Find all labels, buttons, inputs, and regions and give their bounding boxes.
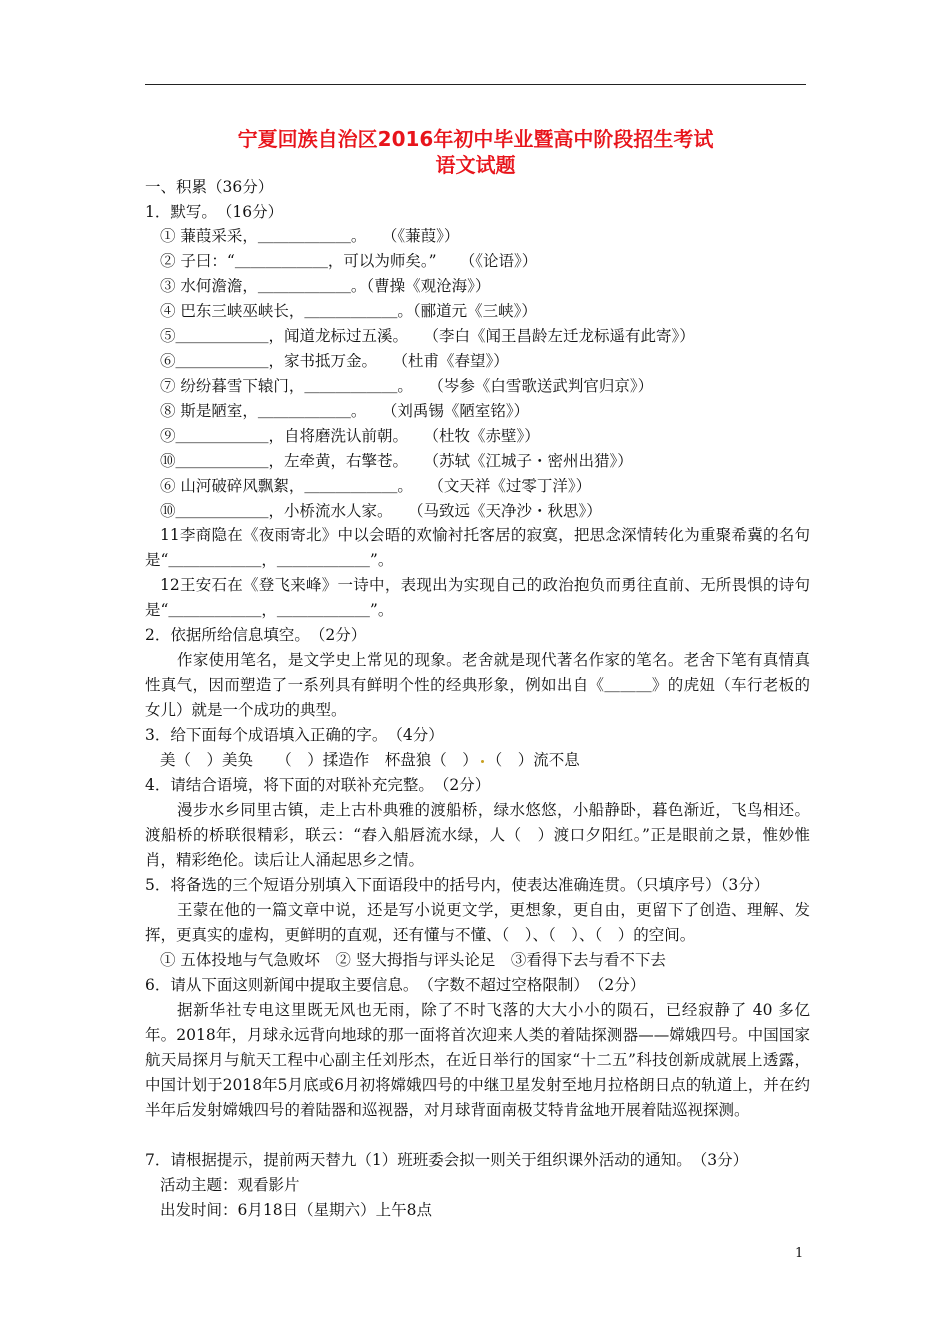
page-number: 1 (795, 1246, 804, 1261)
q5-options: ① 五体投地与气急败坏 ② 竖大拇指与评头论足 ③看得下去与看不下去 (160, 951, 666, 969)
q4-text: 漫步水乡同里古镇，走上古朴典雅的渡船桥，绿水悠悠，小船静卧，暮色渐近，飞鸟相还。渡船桥的桥联很精彩，联云：“舂入船唇流水绿，人（ ）渡口夕阳红。”正是眼前之景，惟妙惟肖，精彩绝伦。读后让人涌起思乡之情。 (145, 801, 810, 869)
q6-text: 据新华社专电这里既无风也无雨，除了不时飞落的大大小小的陨石，已经寂静了 40 多亿年。2018年，月球永远背向地球的那一面将首次迎来人类的着陆探测器——嫦娥四号。中国国家航天局探月与航天工程中心副主任刘彤杰，在近日举行的国家“十二五”科技创新成就展上透露，中国计划于2018年5月底或6月初将嫦娥四号的中继卫星发射至地月拉格朗日点的轨道上，并在约半年后发射嫦娥四号的着陆器和巡视器，对月球背面南极艾特肯盆地开展着陆巡视探测。 (145, 1001, 810, 1119)
q1-item: ④ 巴东三峡巫峡长，＿＿＿＿＿＿。（郦道元《三峡》） (160, 302, 537, 320)
q1-item: ⑤＿＿＿＿＿＿，闻道龙标过五溪。 （李白《闻王昌龄左迁龙标遥有此寄》） (160, 327, 695, 345)
q1-item-12: 12王安石在《登飞来峰》一诗中，表现出为实现自己的政治抱负而勇往直前、无所畏惧的诗句是“＿＿＿＿＿＿，＿＿＿＿＿＿”。 (145, 576, 810, 619)
mark-dot (481, 760, 484, 763)
q3-idioms (160, 748, 580, 772)
q1-item: ⑨＿＿＿＿＿＿，自将磨洗认前朝。 （杜牧《赤壁》） (160, 427, 540, 445)
q6-heading: 6．请从下面这则新闻中提取主要信息。 （字数不超过空格限制） （2分） (145, 976, 646, 994)
q5-heading: 5．将备选的三个短语分别填入下面语段中的括号内，使表达准确连贯。（只填序号）（3分） (145, 876, 770, 894)
q1-item: ③ 水何澹澹，＿＿＿＿＿＿。（曹操《观沧海》） (160, 277, 491, 295)
q1-item: ① 蒹葭采采，＿＿＿＿＿＿。 （《蒹葭》） (160, 227, 460, 245)
q3-heading: 3．给下面每个成语填入正确的字。 （4分） (145, 726, 444, 744)
header-rule (145, 84, 806, 85)
q7-time: 出发时间：6月18日（星期六）上午8点 (160, 1201, 432, 1219)
q1-item: ② 子曰：“＿＿＿＿＿＿，可以为师矣。” （《论语》） (160, 252, 538, 270)
q7-heading: 7．请根据提示，提前两天替九（1）班班委会拟一则关于组织课外活动的通知。 （3分） (145, 1151, 749, 1169)
q1-item: ⑥＿＿＿＿＿＿，家书抵万金。 （杜甫《春望》） (160, 352, 509, 370)
q2-text: 作家使用笔名，是文学史上常见的现象。老舍就是现代著名作家的笔名。老舍下笔有真情真性真气，因而塑造了一系列具有鲜明个性的经典形象，例如出自《＿＿＿》的虎妞（车行老板的女儿）就是一个成功的典型。 (145, 651, 810, 719)
q1-heading: 1．默写。 （16分） (145, 203, 284, 221)
section-heading: 一、积累（36分） (145, 178, 274, 196)
q7-theme: 活动主题：观看影片 (160, 1176, 300, 1194)
q5-text: 王蒙在他的一篇文章中说，还是写小说更文学，更想象，更自由，更留下了创造、理解、发挥，更真实的虚构，更鲜明的直观，还有懂与不懂、（ ）、（ ）、（ ）的空间。 (145, 901, 810, 944)
q1-item-11: 11李商隐在《夜雨寄北》中以会晤的欢愉衬托客居的寂寞，把思念深情转化为重聚希冀的名句是“＿＿＿＿＿＿，＿＿＿＿＿＿”。 (145, 526, 810, 569)
exam-subtitle: 语文试题 (435, 153, 516, 177)
q4-heading: 4．请结合语境，将下面的对联补充完整。 （2分） (145, 776, 491, 794)
q1-item: ⑩＿＿＿＿＿＿，左牵黄，右擎苍。 （苏轼《江城子・密州出猎》） (160, 452, 633, 470)
q1-item: ⑦ 纷纷暮雪下辕门，＿＿＿＿＿＿。 （岑参《白雪歌送武判官归京》） (160, 377, 654, 395)
q3-idioms-b: （ ）流不息 (486, 751, 580, 769)
q1-item: ⑧ 斯是陋室，＿＿＿＿＿＿。 （刘禹锡《陋室铭》） (160, 402, 530, 420)
q3-idioms-a: 美（ ）美奂 （ ）揉造作 杯盘狼（ ） (160, 751, 478, 769)
q1-item: ⑩＿＿＿＿＿＿，小桥流水人家。 （马致远《天净沙・秋思》） (160, 502, 602, 520)
exam-title: 宁夏回族自治区2016年初中毕业暨高中阶段招生考试 (237, 127, 714, 151)
q2-heading: 2．依据所给信息填空。 （2分） (145, 626, 367, 644)
q1-item: ⑥ 山河破碎风飘絮，＿＿＿＿＿＿。 （文天祥《过零丁洋》） (160, 477, 592, 495)
